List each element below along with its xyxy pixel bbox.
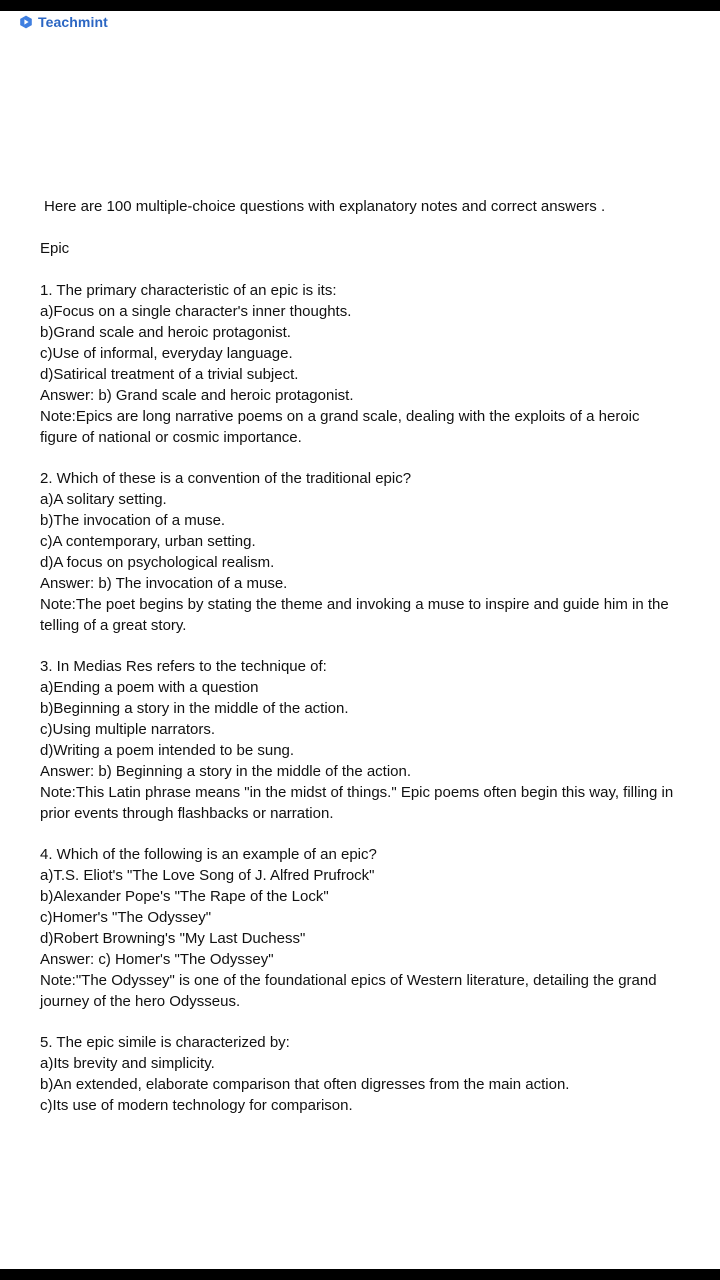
brand-watermark <box>12 11 116 32</box>
option-a: a)Its brevity and simplicity. <box>40 1055 215 1072</box>
answer-text: Answer: c) Homer's "The Odyssey" <box>40 951 274 968</box>
brand-name: Teachmint <box>38 13 108 30</box>
question-text: 2. Which of these is a convention of the traditional epic? <box>40 470 412 487</box>
option-d: d)Writing a poem intended to be sung. <box>40 742 295 759</box>
note-text-continued: journey of the hero Odysseus. <box>40 993 241 1010</box>
note-text: Note:This Latin phrase means "in the midst of things." Epic poems often begin this way, filling in <box>40 784 674 801</box>
option-b: b)Alexander Pope's "The Rape of the Lock" <box>40 888 329 905</box>
note-text: Note:Epics are long narrative poems on a grand scale, dealing with the exploits of a heroic <box>40 408 640 425</box>
option-b: b)Grand scale and heroic protagonist. <box>40 324 291 341</box>
option-d: d)Satirical treatment of a trivial subject. <box>40 366 299 383</box>
option-c: c)Use of informal, everyday language. <box>40 345 293 362</box>
intro-text: Here are 100 multiple-choice questions with explanatory notes and correct answers . <box>44 198 606 215</box>
question-text: 1. The primary characteristic of an epic is its: <box>40 282 337 299</box>
question-text: 5. The epic simile is characterized by: <box>40 1034 290 1051</box>
answer-text: Answer: b) Beginning a story in the middle of the action. <box>40 763 412 780</box>
section-heading: Epic <box>40 240 70 257</box>
teachmint-logo-icon <box>19 15 33 29</box>
option-b: b)Beginning a story in the middle of the action. <box>40 700 349 717</box>
question-text: 3. In Medias Res refers to the technique of: <box>40 658 327 675</box>
option-a: a)A solitary setting. <box>40 491 167 508</box>
option-a: a)Focus on a single character's inner thoughts. <box>40 303 352 320</box>
option-b: b)An extended, elaborate comparison that often digresses from the main action. <box>40 1076 570 1093</box>
note-text-continued: prior events through flashbacks or narration. <box>40 805 334 822</box>
question-text: 4. Which of the following is an example of an epic? <box>40 846 377 863</box>
option-c: c)Using multiple narrators. <box>40 721 216 738</box>
answer-text: Answer: b) Grand scale and heroic protagonist. <box>40 387 354 404</box>
note-text-continued: figure of national or cosmic importance. <box>40 429 302 446</box>
bottom-navigation-bar <box>0 1269 720 1280</box>
option-a: a)T.S. Eliot's "The Love Song of J. Alfred Prufrock" <box>40 867 375 884</box>
note-text: Note:The poet begins by stating the theme and invoking a muse to inspire and guide him in the <box>40 596 669 613</box>
option-a: a)Ending a poem with a question <box>40 679 259 696</box>
answer-text: Answer: b) The invocation of a muse. <box>40 575 288 592</box>
note-text-continued: telling of a great story. <box>40 617 187 634</box>
option-d: d)Robert Browning's "My Last Duchess" <box>40 930 306 947</box>
option-c: c)A contemporary, urban setting. <box>40 533 256 550</box>
note-text: Note:"The Odyssey" is one of the foundational epics of Western literature, detailing the grand <box>40 972 657 989</box>
option-d: d)A focus on psychological realism. <box>40 554 275 571</box>
option-c: c)Its use of modern technology for comparison. <box>40 1097 353 1114</box>
option-c: c)Homer's "The Odyssey" <box>40 909 212 926</box>
option-b: b)The invocation of a muse. <box>40 512 226 529</box>
top-status-bar <box>0 0 720 11</box>
